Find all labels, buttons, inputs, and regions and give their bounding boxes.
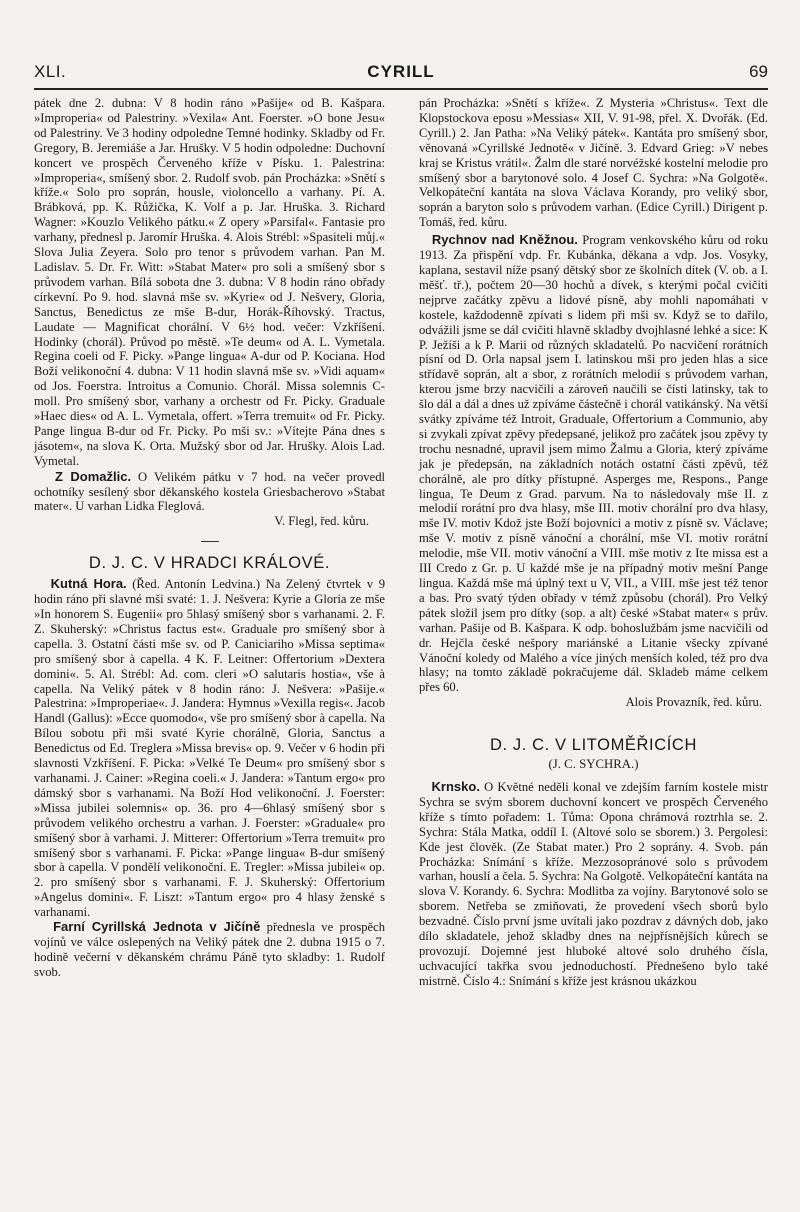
paragraph-pisek-program: pátek dne 2. dubna: V 8 hodin ráno »Pašije« od B. Kašpara. »Improperia« od Palestriny. »Vexila« Ant. Foerster. »O bone Jesu« od Palestriny. Ve 3 hodiny odpoledne Temné hodinky. Skladby od Fr. Gregory, B. Jeremiáše a Jar. Hrušky. V 5 hodin odpoledne: Duchovní koncert ve prospěch Červeného kříže v Písku. 1. Palestrina: »Improperia«, smíšený sbor. 2. Rudolf svob. pán Procházka: »Snětí s kříže.« Solo pro soprán, housle, violoncello a varhany. Pí. A. Brábková, pp. K. Růžička, K. Volf a p. Jar. Hruška. 3. Richard Wagner: »Kouzlo Velikého pátku.« Z opery »Parsifal«. Fantasie pro varhany, přednesl p. Jaromír Hruška. 4. Alois Strébl: »Spasiteli můj.« Slova Julia Zeyera. Solo pro tenor s průvodem varhan. Pan M. Ladislav. 5. Dr. Fr. Witt: »Stabat Mater« pro soli a smíšený sbor s průvodem varhan. Bílá sobota dne 3. dubna: V 8 hodin ráno obřady církevní. Po 9. hod. slavná mše sv. »Kyrie« od J. Nešvery, Gloria, Sanctus, Benedictus ze mše B-dur, Horák-Říhovský. Tractus, Laudate — Magnificat chorální. V 6½ hod. večer: Vzkříšení. Hodinky (chorál). Průvod po městě. »Te deum« od A. L. Vymetala. Regina coeli od F. Picky. »Pange lingua« A-dur od P. Kociana. Hod Boží velikonoční 4. dubna: V 11 hodin slavná mše sv. »Vidi aquam« od Jos. Foerstra. Introitus a Comunio. Chorál. Missa solemnis C-moll. Pro smíšený sbor, varhany a orchestr od Fr. Picky. Graduale »Haec dies« od A. L. Vymetala, offert. »Terra tremuit« od Fr. Picky. Pange lingua B-dur od Fr. Picky. Po mši sv.: »Vítejte Pána dnes s jásotem«, na slova K. Orta. Mužský sbor od Jar. Hrušky. Alois Lad. Vymetal.: [34, 96, 385, 468]
signature-provaznik: Alois Provazník, řed. kůru.: [625, 695, 762, 710]
page-number: 69: [749, 62, 768, 81]
right-column: [419, 96, 768, 989]
paragraph-head-domazlice: Z Domažlic.: [54, 468, 132, 484]
paragraph-body-jicin: přednesla ve prospěch vojínů ve válce oslepených na Veliký pátek dne 2. dubna 1915 o 7. hodině večerní v děkanském chrámu Páně tyto skladby: 1. Rudolf svob.: [34, 920, 385, 979]
paragraph-body-domazlice: O Velikém pátku v 7 hod. na večer provedl ochotníky sesílený sbor děkanského kostela Griesbacherovo »Stabat mater«. U varhan Lidka Fleglová.: [34, 469, 385, 514]
paragraph-jicin-continued: pán Procházka: »Snětí s kříže«. Z Mysteria »Christus«. Text dle Klopstockova eposu »Messias« XII, V. 91-98, přel. X. Dvořák. (Ed. Cyrill.) 2. Jan Patha: »Na Veliký pátek«. Kantáta pro smíšený sbor, věnovaná »Cyrillské Jednotě« v Jičíně. 3. Edvard Grieg: »V nebes kraj se Kristus vrátil«. Žalm dle staré norvéžské kostelní melodie pro smíšený sbor a barytonové solo. 4 Josef C. Sychra: »Na Golgotě«. Velkopáteční kantáta na slova Václava Korandy, pro veliký sbor, soprán a baryton solo s průvodem varhan. (Edice Cyrill.) Dirigent p. Tomáš, řed. kůru.: [419, 96, 768, 230]
paragraph-krnsko: [419, 780, 768, 989]
paragraph-head-krnsko: Krnsko.: [431, 778, 480, 794]
section-title-hradec: D. J. C. V HRADCI KRÁLOVÉ.: [88, 554, 331, 573]
paragraph-head-kutna-hora: Kutná Hora.: [50, 576, 127, 592]
journal-title: CYRILL: [367, 62, 435, 81]
separator-rule: [201, 541, 219, 542]
section-title-litomerice: D. J. C. V LITOMĚŘICÍCH: [490, 736, 697, 755]
paragraph-kutna-hora: [34, 577, 385, 920]
signature-flegl: V. Flegl, řed. kůru.: [274, 514, 369, 529]
paragraph-rychnov: [419, 233, 768, 695]
paragraph-jicin: [34, 920, 385, 980]
paragraph-head-rychnov: Rychnov nad Kněžnou.: [431, 232, 578, 248]
paragraph-domazlice: [34, 470, 385, 515]
paragraph-head-jicin: Farní Cyrillská Jednota v Jičíně: [53, 919, 261, 935]
paragraph-body-krnsko: O Květné neděli konal ve zdejším farním kostele mistr Sychra se svým sborem duchovní koncert ve prospěch Červeného kříže s tímto pořadem: 1. Tůma: Opona chrámová roztrhla se. 2. Sychra: Stála Matka, oddíl I. (Altové solo se sborem.) 3. Pergolesi: Kde jest člověk. (Ze Stabat mater.) Pro 2 soprány. 4. Svob. pán Procházka: Snímání s kříže. Mezzosopránové solo s průvodem varhan, houslí a čela. 5. Sychra: Na Golgotě. Velkopáteční kantáta na slova V. Korandy. 6. Sychra: Modlitba za vojíny. Barytonové solo se sborem. Netřeba se zmiňovati, že provedení všech sborů bylo bezvadné. Číslo první jsme uvítali jako pozdrav z dávných dob, jako dílo skladatele, jehož skladby dnes na nejpřísnějších kůrech se provozují. Dojemné jest hluboké altové solo druhého čísla, uchvacující takřka svou jednoduchostí. Přednešeno bylo také mistrně. Číslo 4.: Snímání s kříže jest krásnou ukázkou: [419, 779, 768, 988]
page-header: [34, 62, 768, 88]
left-column: [34, 96, 385, 980]
section-subtitle-sychra: (J. C. SYCHRA.): [548, 757, 639, 772]
volume-number: XLI.: [34, 62, 67, 81]
paragraph-body-rychnov: Program venkovského kůru od roku 1913. Za přispění vdp. Fr. Kubánka, děkana a vdp. Jos. Vosyky, kaplana, sestavil níže psaný dětský sbor ze školních dítek (V. ob. a I. měšť. tř.), počtem 20—30 hochů a dívek, s kterými počal cvičiti nejprve začátky zpěvu a lidové písně, aby mohli napomáhati v kostele, každodenně zpívati s lidem při mši sv. Když se to dařilo, odvážili jsme se dál cvičiti hlavně skladby dvojhlasné lehké a sice: K P. Ježíši a k P. Marii od různých skladatelů. Po nacvičení rorátních písní od D. Orla napsal jsem I. latinskou mši pro jeden hlas a sice střídavě soprán, alt a sbor, z rorátních melodií s průvodem varhan, kterou jsme brzy nacvičili a zároveň naučili se čísti latinsky, tak to šlo dál a dál a dnes už zpíváme částečně i chorál vatikánský. Na větší svátky zpíváme též Introit, Graduale, Offertorium a Communio, aby si zvykali zpívat zpěvy předepsané, jelikož pro začátek jsou zpěvy ty trochu nesnadné, upravil jsem mimo Žalmu a Gloria, který zpíváme jak je předepsán, na základních notách ostatní části zpěvů, též chorálně, ale pro dítky přístupné. Asperges me, Respons., Pange lingua, Te Deum z Grad. parvum. Na to následovaly mše II. z melodií rorátní pro dva hlasy, mše III. motiv chorální pro dva hlasy, mše IV. motiv Kdož jste Boží bojovníci a motiv z písně sv. Václave; mše V. motiv z písně vánoční a chorální, mše VI. motiv rorátní melodie, mše VII. motiv vánoční a VIII. mše motiv z Ite missa est a III Credo z Gr. p. U každé mše je na případný motiv mešní Pange lingua. Každá mše má úplný text u V, VII., a VIII. mše jest též tenor a bas. Pro svatý týden obřady v témž způsobu (chorál). Pro Velký pátek složil jsem pro dítky (sop. a alt) české »Stabat mater« s prův. varhan. Pašije od B. Kašpara. K odp. bohoslužbám jsme nacvičili od dr. Hejčla české nešpory mariánské a Litanie všecky zpívané Vánoční koledy od Malého a více jiných menších koled, též pro dva hlasy; na tomto základě pokračujeme dál. Skladeb máme celkem přes 60.: [419, 233, 768, 695]
header-rule: [34, 88, 768, 90]
paragraph-body-kutna-hora: (Řed. Antonín Ledvina.) Na Zelený čtvrtek v 9 hodin ráno při slavné mši svaté: 1. J. Nešvera: Kyrie a Gloria ze mše »In honorem S. Eugenii« pro 5hlasý smíšený sbor s varhanami. 2. F. Z. Skuherský: »Christus factus est«. Graduale pro smíšený sbor à capella. 3. Ostatní části mše sv. od P. Caniciariho »Missa septima« pro smíšený sbor à capella. 4 K. F. Leitner: Offertorium »Dextera domini«. 5. Al. Strébl: Ad. com. cleri »O salutaris hostia«, vše à capella. Na Veliký pátek v 8 hodin ráno: J. Nešvera: »Pašije.« Palestrina: »Improperiae«. J. Jandera: Hymnus »Vexilla regis«. Jacob Handl (Gallus): »Ecce quomodo«, vše pro smíšený sbor à capella. Na Bílou sobotu při mši svaté Kyrie chorálně, Gloria, Sanctus a Benedictus od Ed. Treglera »Missa brevis« op. 9. Večer v 6 hodin při slavnosti Vzkříšení. F. Picka: »Velké Te Deum« pro smíšený sbor s varhanami. J. Cainer: »Regina coeli.« J. Jandera: »Tantum ergo« pro dámský sbor s varhanami. Na Boží Hod velikonoční. J. Foerster: »Missa jubilei solemnis« op. 36. pro 4—6hlasý smíšený sbor s průvodem velikého orchestru a varhan. J. Foerster: »Graduale« pro smíšený sbor à varhami. J. Mitterer: Offertorium »Terra tremuit« pro smíšený sbor s varhanami. F. Picka: »Pange lingua« B-dur smíšený sbor à capella. V pondělí velikonoční. E. Tregler: »Missa jubilei« op. 2. pro smíšený sbor s varhanami. F. J. Skuherský: Offertorium »Angelus domini«. F. Liszt: »Tantum ergo« pro 4 hlasy ženské s varhanami.: [34, 577, 385, 920]
